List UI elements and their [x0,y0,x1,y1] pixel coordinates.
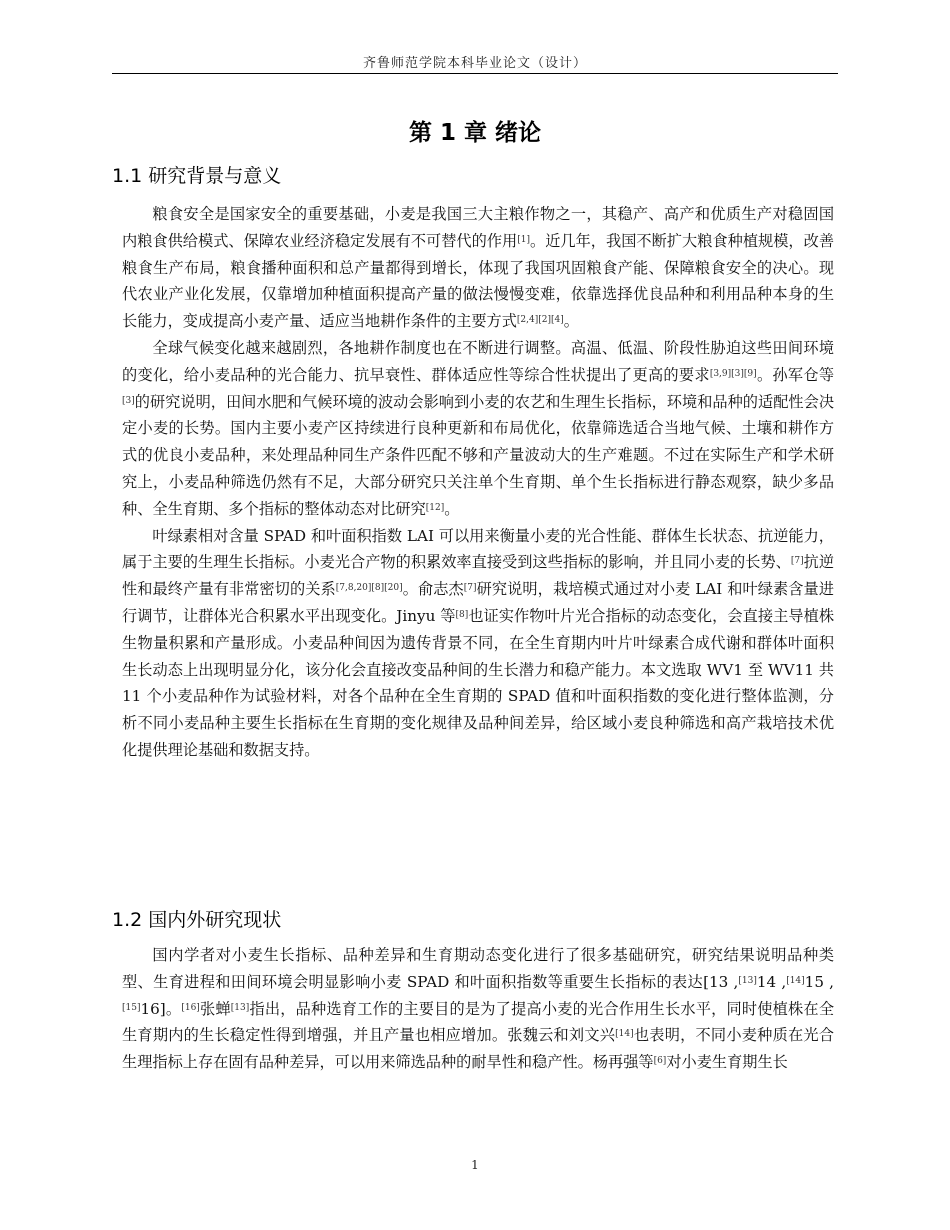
text-run: 叶绿素相对含量 SPAD 和叶面积指数 LAI 可以用来衡量小麦的光合性能、群体生长状态、抗逆能力，属于主要的生理生长指标。小麦光合产物的积累效率直接受到这些指标的影响，并且同小麦的长势、 [122,526,834,572]
paragraph [122,201,834,335]
text-run: 研究说明，栽培模式通过对小麦 LAI 和叶绿素含量进行调节，让群体光合积累水平出现变化。Jinyu 等 [122,580,835,625]
text-run: 粮食安全是国家安全的重要基础，小麦是我国三大主粮作物之一，其稳产、高产和优质生产对稳固国内粮食供给模式、保障农业经济稳定发展有不可替代的作用 [122,205,834,250]
citation-ref: [7] [790,556,804,567]
text-run: 也证实作物叶片光合指标的动态变化，会直接主导植株生物量积累和产量形成。小麦品种间因为遗传背景不同，在全生育期内叶片叶绿素合成代谢和群体叶面积生长动态上出现明显分化，该分化会直接改变品种间的生长潜力和稳产能力。本文选取 WV1 至 WV11 共 11 个小麦品种作为试验材料，对各个品种在全生育期的 SPAD 值和叶面积指数的变化进行整体监测，分析不同小麦品种主要生长指标在生育期的变化规律及品种间差异，给区域小麦良种筛选和高产栽培技术优化提供理论基础和数据支持。 [122,606,835,759]
text-run: 也表明，不同小麦种质在光合生理指标上存在固有品种差异，可以用来筛选品种的耐旱性和稳产性。杨再强等 [122,1026,835,1072]
page-number: 1 [471,1158,479,1172]
text-run: 。近几年，我国不断扩大粮食种植规模，改善粮食生产布局，粮食播种面积和总产量都得到增长，体现了我国巩固粮食产能、保障粮食安全的决心。现代农业产业化发展，仅靠增加种植面积提高产量的做法慢慢变难，依靠选择优良品种和利用品种本身的生长能力，变成提高小麦产量、适应当地耕作条件的主要方式 [122,231,835,331]
citation-ref: [7,8,20][8][20] [335,583,403,594]
citation-ref: [7] [463,583,477,594]
paragraph [122,335,834,523]
citation-ref: [14] [615,1029,634,1040]
running-header: 齐鲁师范学院本科毕业论文（设计） [362,56,587,71]
section-1-1-body [122,201,834,764]
citation-ref: [16] [181,1002,200,1013]
text-run: 15 , [804,972,835,991]
citation-ref: [6] [653,1056,667,1067]
header-rule [112,73,838,74]
citation-ref: [3,9][3][9] [709,368,757,379]
text-run: 对小麦生育期生长 [666,1053,788,1072]
citation-ref: [13] [230,1002,250,1013]
text-run: 。孙军仓等 [756,365,834,384]
text-run: 指出，品种选育工作的主要目的是为了提高小麦的光合作用生长水平，同时使植株在全生育期内的生长稳定性得到增强，并且产量也相应增加。张魏云和刘文兴 [122,999,835,1045]
text-run: 全球气候变化越来越剧烈，各地耕作制度也在不断进行调整。高温、低温、阶段性胁迫这些田间环境的变化，给小麦品种的光合能力、抗早衰性、群体适应性等综合性状提出了更高的要求 [122,338,834,384]
citation-ref: [1] [517,234,530,245]
citation-ref: [13] [738,975,757,986]
citation-ref: [8] [455,609,469,620]
text-run: 。俞志杰 [402,580,464,599]
citation-ref: [3] [122,395,135,406]
paragraph [122,523,834,764]
text-run: 16]。 [140,999,182,1018]
citation-ref: [2,4][2][4] [516,315,564,326]
text-run: 抗逆性和最终产量有非常密切的关系 [122,553,835,599]
text-run: 的研究说明，田间水肥和气候环境的波动会影响到小麦的农艺和生理生长指标，环境和品种的适配性会决定小麦的长势。国内主要小麦产区持续进行良种更新和布局优化，依靠筛选适合当地气候、土壤和耕作方式的优良小麦品种，来处理品种同生产条件匹配不够和产量波动大的生产难题。不过在实际生产和学术研究上，小麦品种筛选仍然有不足，大部分研究只关注单个生育期、单个生长指标进行静态观察，缺少多品种、全生育期、多个指标的整体动态对比研究 [122,392,834,518]
section-heading-1-1: 1.1 研究背景与意义 [112,165,282,187]
text-run: 。 [563,312,579,331]
section-heading-1-2: 1.2 国内外研究现状 [112,909,282,931]
text-run: 国内学者对小麦生长指标、品种差异和生育期动态变化进行了很多基础研究，研究结果说明品种类型、生育进程和田间环境会明显影响小麦 SPAD 和叶面积指数等重要生长指标的表达[13 , [122,946,834,991]
citation-ref: [15] [122,1002,141,1013]
citation-ref: [12] [425,502,445,513]
chapter-title: 第 1 章 绪论 [408,120,542,146]
text-run: 张蝉 [199,999,231,1018]
text-run: 。 [444,499,460,518]
citation-ref: [14] [786,975,805,986]
paragraph [122,942,834,1076]
text-run: 14 , [756,972,787,991]
section-1-2-body [122,942,834,1076]
